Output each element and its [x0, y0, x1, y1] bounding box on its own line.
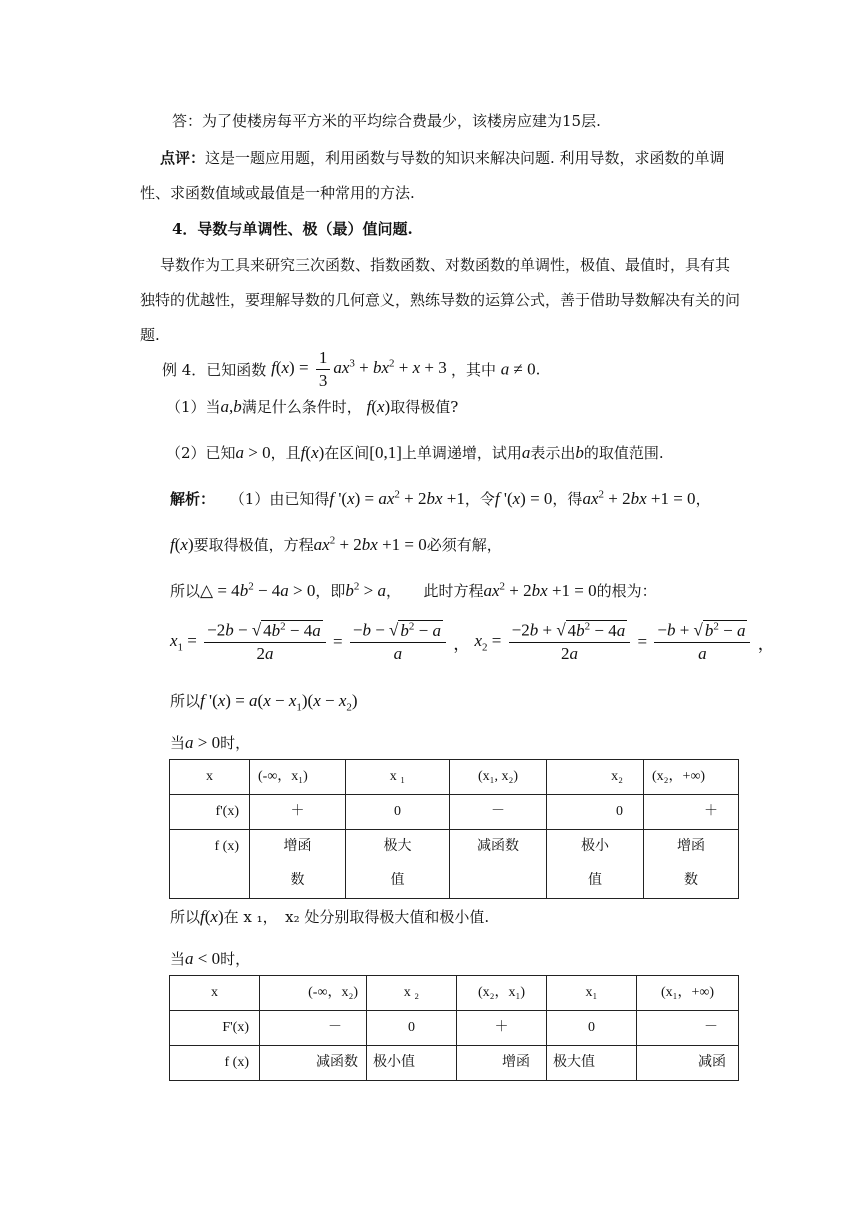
table-cell [170, 976, 260, 1011]
table-cell [457, 1046, 547, 1081]
cell-text: 减函 [698, 1055, 726, 1070]
table-cell [170, 760, 250, 795]
table-cell [367, 976, 457, 1011]
table-cell [260, 976, 367, 1011]
cell-text: 减函数 [477, 839, 519, 854]
cell-text: 增函 数 [677, 839, 705, 888]
table-row [170, 1046, 739, 1081]
cell-text: 0 [408, 1020, 415, 1035]
cell-text: F'(x) [222, 1020, 249, 1035]
cell-text: 0 [588, 1020, 595, 1035]
case-a-positive [170, 732, 250, 753]
case-a-negative [170, 948, 250, 969]
answer-text: 答：为了使楼房每平方米的平均综合费最少，该楼房应建为15层. [172, 112, 601, 130]
table-cell [170, 1046, 260, 1081]
line5-prefix: 所以 [170, 692, 201, 710]
table-cell [250, 830, 346, 899]
case2-suffix: 时， [220, 950, 251, 968]
comment-line-1 [160, 147, 725, 168]
section-heading [172, 218, 413, 239]
q2-fx: f(x) [300, 443, 325, 462]
comment-text-2: 性、求函数值域或最值是一种常用的方法. [140, 184, 415, 202]
table-cell [644, 795, 739, 830]
cell-text: － [491, 804, 505, 819]
table-cell [637, 1046, 739, 1081]
quadratic-equation-2: $ax^2 + 2bx +1 = 0$ [313, 534, 427, 554]
example-prefix: 例 4．已知函数 [162, 361, 267, 379]
example-function-formula: f(x) = $\frac{1}{3}$ $ax^3 + bx^2 + x + 3$ [271, 348, 447, 390]
discriminant: △ = $4b^2 - 4a > 0$ [200, 580, 316, 600]
q1-ab: a,b [220, 397, 242, 416]
table-row [170, 830, 739, 899]
analysis-text-a: （1）由已知得 [229, 490, 330, 508]
table-cell [547, 795, 644, 830]
line3-mid: ，即 [315, 582, 346, 600]
table-cell [260, 1011, 367, 1046]
intro-text-1: 导数作为工具来研究三次函数、指数函数、对数函数的单调性，极值、最值时，具有其 [160, 256, 731, 274]
q2-mid3: 上单调递增，试用 [401, 444, 522, 462]
table-cell [457, 976, 547, 1011]
table-cell [547, 830, 644, 899]
table-cell [547, 760, 644, 795]
cell-text: x [211, 985, 218, 1000]
analysis-text-c: ，得 [552, 490, 583, 508]
cell-text: 0 [616, 804, 623, 819]
line3-suffix: 的根为： [596, 582, 657, 600]
cell-text: (-∞，x₂) [308, 985, 358, 1000]
cell-text: 增函 数 [283, 839, 312, 888]
a-gt-0: a > 0 [185, 733, 221, 752]
analysis-text-b: ，令 [464, 490, 495, 508]
table-cell [367, 1011, 457, 1046]
table-cell [547, 976, 637, 1011]
q2-a: a [521, 443, 531, 462]
table-row [170, 795, 739, 830]
analysis-line-2 [170, 534, 502, 555]
q2-mid1: ，且 [270, 444, 301, 462]
cell-text: ＋ [290, 804, 305, 819]
table-row [170, 976, 739, 1011]
derivative-zero: f '(x) = 0 [494, 489, 553, 508]
cell-text: 极小 值 [581, 839, 609, 888]
q1-suffix: 取得极值? [390, 398, 459, 416]
comment-line-2 [140, 182, 415, 203]
table-cell [547, 1046, 637, 1081]
cell-text: 极小值 [373, 1055, 415, 1070]
table-cell [170, 830, 250, 899]
line2-suffix: 必须有解， [426, 536, 502, 554]
q2-suffix: 的取值范围. [583, 444, 664, 462]
q2-mid4: 表示出 [530, 444, 576, 462]
q2-mid2: 在区间 [324, 444, 370, 462]
intro-line-1 [160, 254, 730, 275]
case1-suffix: 时， [220, 734, 251, 752]
q2-prefix: （2）已知 [166, 444, 236, 462]
line3-prefix: 所以 [170, 582, 201, 600]
q1-mid: 满足什么条件时， [241, 398, 362, 416]
factored-derivative: f '$(x) = a(x - x_1)(x - x_2)$ [200, 691, 358, 714]
variation-table-a-positive [169, 759, 739, 899]
table-cell [170, 1011, 260, 1046]
cell-text: x [206, 769, 213, 784]
cell-text: x₁ [585, 985, 598, 1000]
a-lt-0: a < 0 [185, 949, 221, 968]
table-cell [250, 760, 346, 795]
table-cell [367, 1046, 457, 1081]
table-cell [346, 760, 450, 795]
table-cell [260, 1046, 367, 1081]
cell-text: x ₁ [389, 769, 406, 784]
b-squared-gt-a: $b^2 > a$ [345, 580, 386, 600]
cell-text: x₂ [611, 769, 623, 784]
cell-text: (x₂，x₁) [477, 985, 526, 1000]
roots-formula: $x_1$ = $\frac{-2b - √ 4b^2 - 4a}{2a}$ = $\frac{-b - √ b^2 - a}{a}$ ， $x_2$ = $\frac{-2b + √ 4b^2 - 4a}{2a}$ = $\frac{-b + √ b^2 - a}{a}$ ， [170, 620, 775, 663]
table-cell [644, 760, 739, 795]
section-heading-text: 4．导数与单调性、极（最）值问题. [172, 220, 413, 238]
table-row [170, 1011, 739, 1046]
analysis-label: 解析： [170, 490, 216, 508]
table-cell [457, 1011, 547, 1046]
variation-table-a-negative [169, 975, 739, 1081]
question-1 [166, 396, 458, 417]
q1-fx: f(x) [366, 397, 391, 416]
q2-b: b [575, 443, 584, 462]
table-cell [637, 1011, 739, 1046]
intro-line-2 [140, 289, 740, 310]
after-table-1 [170, 906, 489, 927]
cell-text: f (x) [224, 1055, 249, 1070]
analysis-line-3 [170, 580, 657, 601]
cell-text: 增函 [502, 1055, 530, 1070]
intro-text-2: 独特的优越性，要理解导数的几何意义，熟练导数的运算公式，善于借助导数解决有关的问 [140, 291, 741, 309]
analysis-line-1: 解析： （1）由已知得f '$(x) = ax^2 + 2bx +1$，令f '(x) = 0，得$ax^2 + 2bx +1 = 0$， [170, 488, 711, 508]
cell-text: (x₂，+∞) [652, 769, 706, 784]
fx-3: f(x) [200, 907, 224, 926]
cell-text: ＋ [704, 804, 718, 819]
cell-text: (-∞，x₁) [258, 769, 308, 784]
table-cell [346, 795, 450, 830]
a-nonzero: a ≠ 0 [500, 359, 536, 379]
table-cell [547, 1011, 637, 1046]
comment-label: 点评： [160, 149, 206, 167]
table-cell [450, 830, 547, 899]
comment-text-1: 这是一题应用题，利用函数与导数的知识来解决问题. 利用导数，求函数的单调 [205, 149, 725, 167]
cell-text: (x₁, x₂) [477, 769, 519, 784]
table-row [170, 760, 739, 795]
cell-text: f'(x) [215, 804, 239, 819]
table-cell [450, 795, 547, 830]
intro-text-3: 题. [140, 326, 160, 344]
cell-text: － [328, 1020, 342, 1035]
case2-prefix: 当 [170, 950, 186, 968]
example-4-line: 例 4．已知函数 f(x) = $\frac{1}{3}$ $ax^3 + bx^2 + x + 3$ ，其中 a ≠ 0. [162, 348, 541, 390]
cell-text: 极大 值 [383, 839, 412, 888]
derivative-formula: f '$(x) = ax^2 + 2bx +1$ [329, 488, 465, 508]
answer-line [172, 110, 601, 131]
question-2 [166, 442, 664, 463]
table-cell [250, 795, 346, 830]
after-table1-prefix: 所以 [170, 908, 201, 926]
table-cell [170, 795, 250, 830]
factored-derivative-line [170, 690, 358, 713]
intro-line-3 [140, 324, 160, 345]
q2-interval: [0,1] [369, 443, 402, 462]
case1-prefix: 当 [170, 734, 186, 752]
table-cell [450, 760, 547, 795]
cell-text: － [704, 1020, 718, 1035]
cell-text: (x₁，+∞) [660, 985, 715, 1000]
cell-text: x ₂ [403, 985, 420, 1000]
quadratic-equation-3: $ax^2 + 2bx +1 = 0$ [483, 580, 597, 600]
example-suffix: ，其中 [450, 361, 496, 379]
line3-mid2: ， 此时方程 [385, 582, 484, 600]
cell-text: 极大值 [553, 1055, 595, 1070]
line2-mid: 要取得极值，方程 [193, 536, 314, 554]
table-cell [644, 830, 739, 899]
q1-prefix: （1）当 [166, 398, 221, 416]
cell-text: 减函数 [316, 1055, 358, 1070]
fx-2: f(x) [170, 535, 194, 554]
q2-a-positive: a > 0 [235, 443, 271, 462]
cell-text: f (x) [214, 839, 239, 854]
table-cell [346, 830, 450, 899]
cell-text: ＋ [494, 1020, 509, 1035]
table-cell [637, 976, 739, 1011]
quadratic-equation: $ax^2 + 2bx +1 = 0$ [582, 488, 696, 508]
after-table1-text: 在 x ₁， x₂ 处分别取得极大值和极小值. [223, 908, 490, 926]
cell-text: 0 [394, 804, 401, 819]
